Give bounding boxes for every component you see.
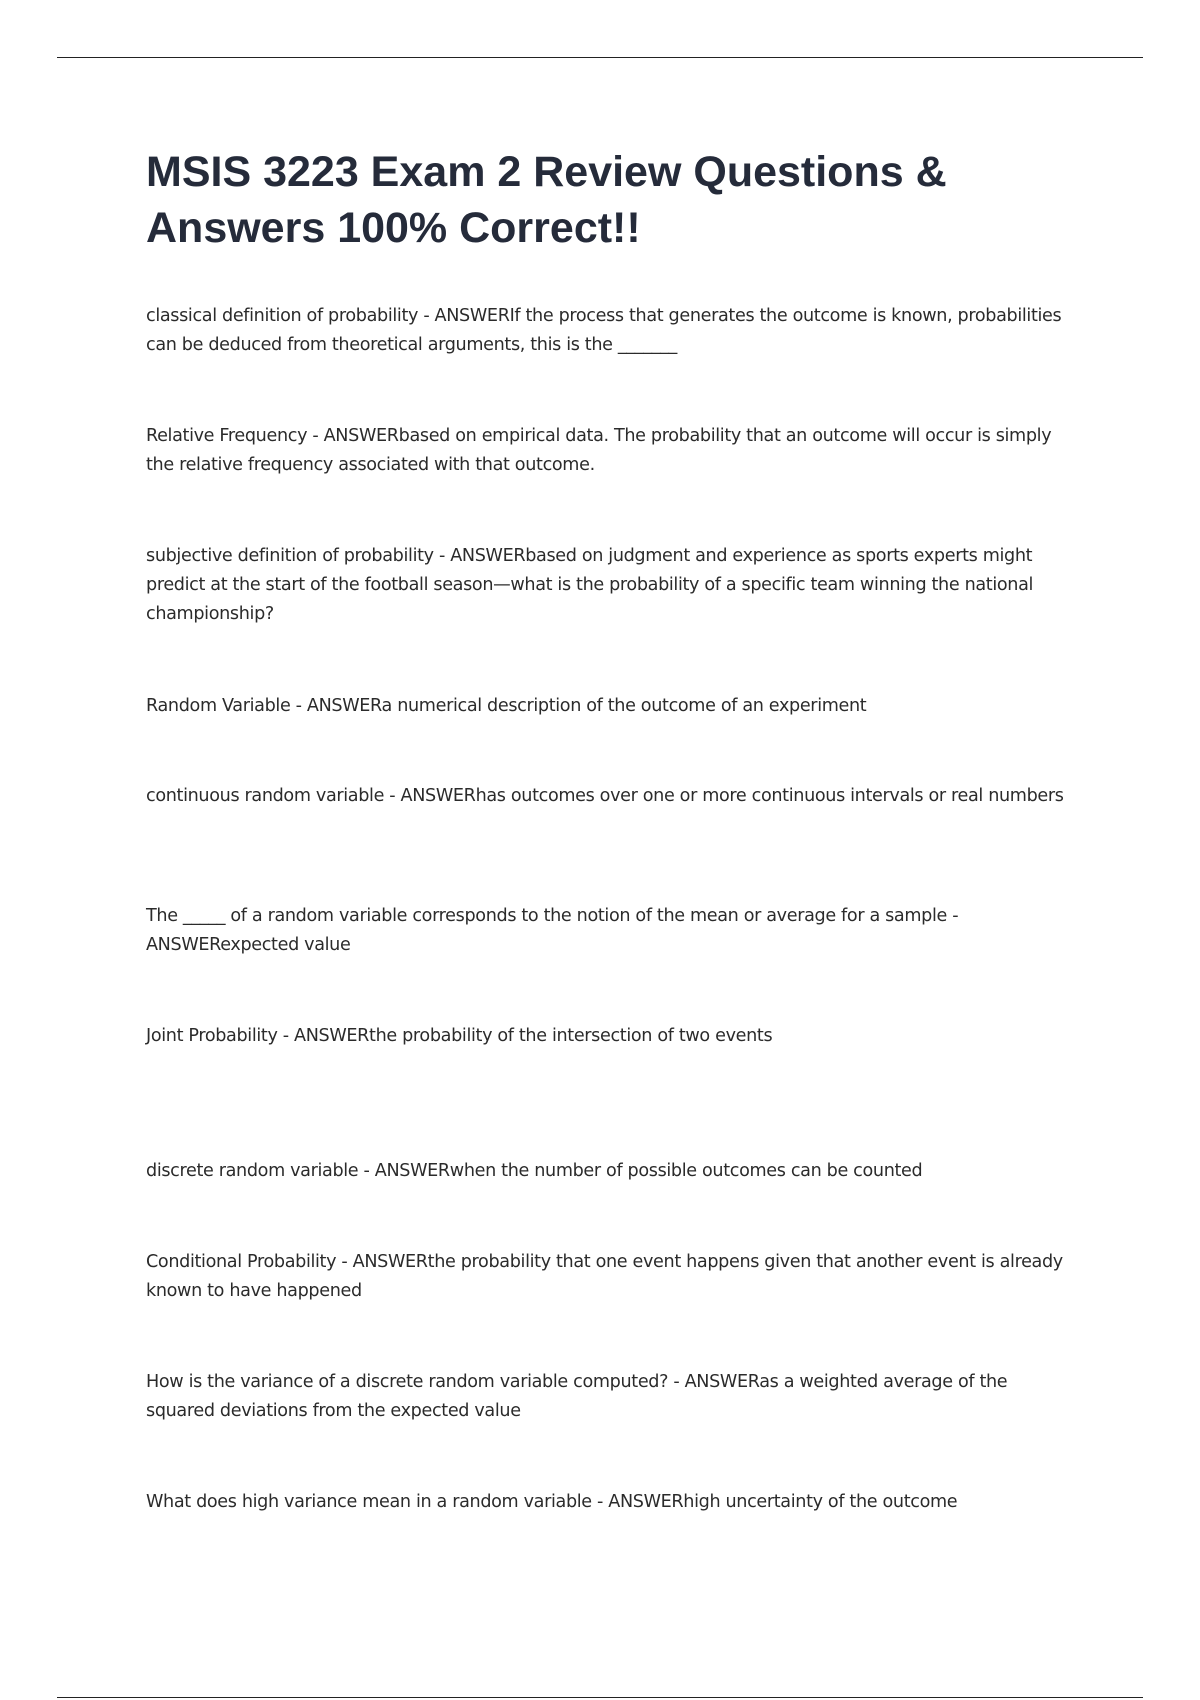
qa-term: Relative Frequency xyxy=(146,426,308,446)
bottom-divider xyxy=(57,1697,1143,1698)
qa-answer: has outcomes over one or more continuous intervals or real numbers xyxy=(475,786,1064,806)
qa-entry xyxy=(146,1022,1066,1051)
qa-separator: - ANSWER xyxy=(277,1026,370,1046)
qa-entry xyxy=(146,782,1066,811)
qa-answer: the probability of the intersection of two events xyxy=(369,1026,773,1046)
qa-answer: a numerical description of the outcome of an experiment xyxy=(381,696,867,716)
qa-separator: - ANSWER xyxy=(433,546,526,566)
qa-entry xyxy=(146,422,1066,480)
document-title: MSIS 3223 Exam 2 Review Questions & Answers 100% Correct!! xyxy=(146,148,947,252)
qa-term: subjective definition of probability xyxy=(146,546,434,566)
qa-entry xyxy=(146,302,1066,360)
qa-term: classical definition of probability xyxy=(146,306,419,326)
qa-term: Joint Probability xyxy=(146,1026,278,1046)
qa-entry xyxy=(146,542,1066,629)
qa-answer: If the process that generates the outcome is known, probabilities can be deduced from theoretical arguments, this is the _______ xyxy=(146,306,1062,355)
qa-term: The _____ of a random variable corresponds to the notion of the mean or average for a sample xyxy=(146,906,947,926)
qa-entry xyxy=(146,1157,1066,1186)
qa-separator: - ANSWER xyxy=(668,1372,760,1392)
qa-entry xyxy=(146,902,1066,960)
qa-answer: the probability that one event happens given that another event is already known to have happened xyxy=(146,1252,1063,1301)
qa-answer: expected value xyxy=(220,935,351,955)
qa-term: Random Variable xyxy=(146,696,291,716)
qa-answer: based on judgment and experience as sports experts might predict at the start of the football season—what is the probability of a specific team winning the national championship? xyxy=(146,546,1034,624)
qa-term: What does high variance mean in a random variable xyxy=(146,1492,592,1512)
qa-answer: based on empirical data. The probability that an outcome will occur is simply the relative frequency associated with that outcome. xyxy=(146,426,1052,475)
qa-entry xyxy=(146,1368,1066,1426)
qa-separator: - ANSWER xyxy=(358,1161,450,1181)
qa-separator: - ANSWER xyxy=(384,786,476,806)
qa-separator: - ANSWER xyxy=(307,426,399,446)
top-divider xyxy=(57,57,1143,58)
qa-term: Conditional Probability xyxy=(146,1252,337,1272)
qa-entry xyxy=(146,692,1066,721)
qa-separator: - ANSWER xyxy=(336,1252,428,1272)
qa-separator: - ANSWER xyxy=(591,1492,684,1512)
qa-separator: - ANSWER xyxy=(146,906,959,955)
qa-separator: - ANSWER xyxy=(290,696,382,716)
qa-term: discrete random variable xyxy=(146,1161,359,1181)
qa-answer: as a weighted average of the squared deviations from the expected value xyxy=(146,1372,1008,1421)
qa-entry xyxy=(146,1248,1066,1306)
qa-separator: - ANSWER xyxy=(418,306,510,326)
qa-term: How is the variance of a discrete random variable computed? xyxy=(146,1372,669,1392)
qa-entry xyxy=(146,1488,1066,1517)
qa-answer: high uncertainty of the outcome xyxy=(683,1492,958,1512)
qa-answer: when the number of possible outcomes can be counted xyxy=(449,1161,923,1181)
qa-term: continuous random variable xyxy=(146,786,385,806)
